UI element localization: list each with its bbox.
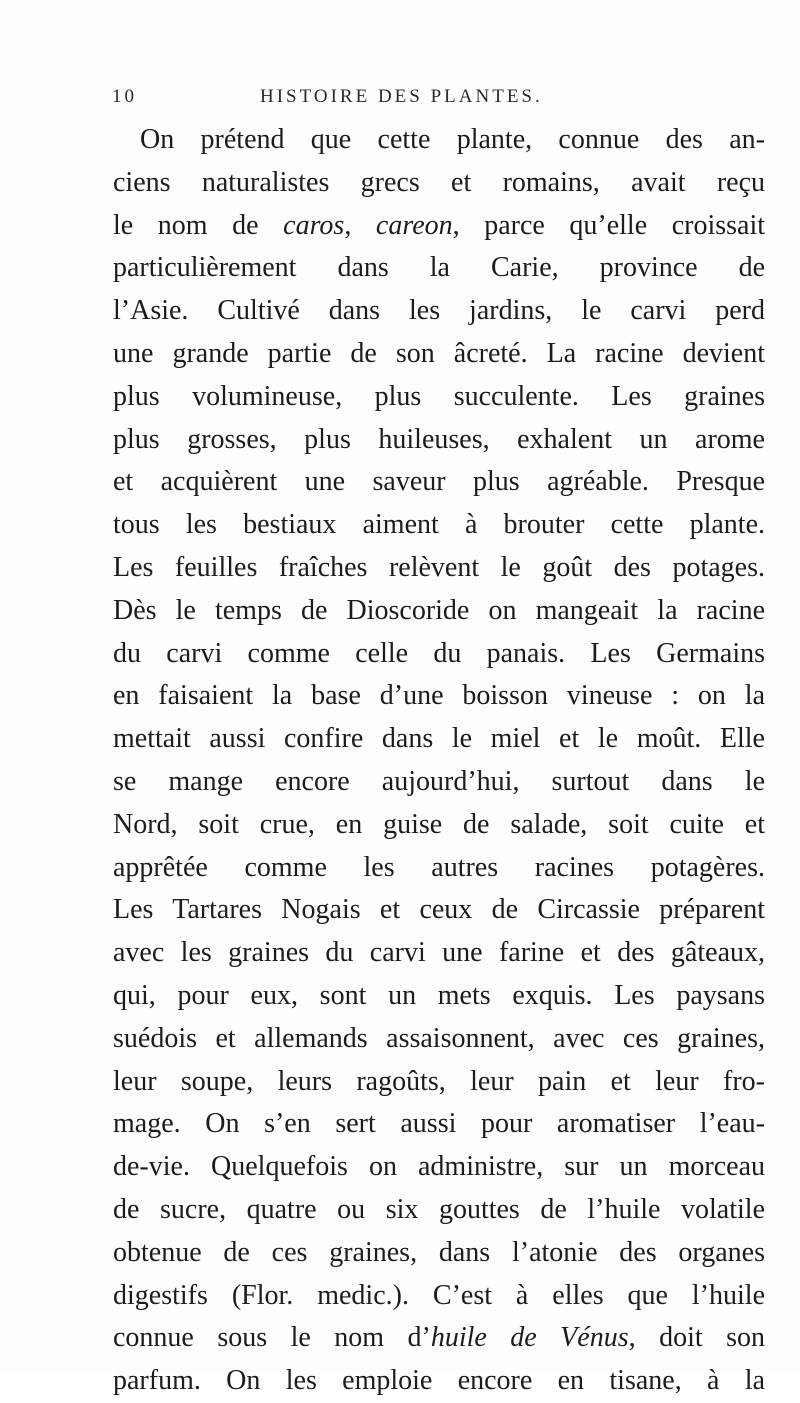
page-header [112, 86, 692, 116]
text-line: mage. On s’en sert aussi pour aromatiser l’eau- [113, 1108, 765, 1140]
text-line: obtenue de ces graines, dans l’atonie des organes [113, 1236, 765, 1268]
text-line: suédois et allemands assaisonnent, avec ces graines, [113, 1022, 765, 1054]
text-line: ciens naturalistes grecs et romains, avait reçu [113, 166, 765, 198]
text-line: en faisaient la base d’une boisson vineuse : on la [113, 680, 765, 712]
text-line: du carvi comme celle du panais. Les Germains [113, 637, 765, 669]
italic-term-careon: careon [375, 209, 453, 241]
text-line: de sucre, quatre ou six gouttes de l’huile volatile [113, 1193, 765, 1225]
page-number: 10 [112, 86, 137, 107]
text-line: tous les bestiaux aiment à brouter cette plante. [113, 509, 765, 541]
text-line: leur soupe, leurs ragoûts, leur pain et leur fro- [113, 1065, 765, 1097]
text-line: On prétend que cette plante, connue des an- [140, 124, 765, 155]
text-line: plus grosses, plus huileuses, exhalent un arome [113, 423, 765, 455]
text-line: de-vie. Quelquefois on administre, sur un morceau [113, 1151, 765, 1183]
text-line: qui, pour eux, sont un mets exquis. Les paysans [113, 979, 765, 1011]
text-line: plus volumineuse, plus succulente. Les graines [113, 380, 765, 412]
text-run: , doit son [628, 1322, 765, 1354]
text-line: l’Asie. Cultivé dans les jardins, le carvi perd [113, 295, 765, 327]
italic-term-caros: caros [283, 209, 345, 241]
text-line: parfum. On les emploie encore en tisane, à la [113, 1365, 765, 1397]
text-line-with-italics [113, 205, 765, 248]
text-line-with-italics [113, 1317, 765, 1360]
body-text [113, 119, 765, 1403]
text-run: , [344, 209, 376, 241]
running-title: HISTOIRE DES PLANTES. [260, 86, 543, 107]
text-line: apprêtée comme les autres racines potagères. [113, 851, 765, 883]
text-line: Les Tartares Nogais et ceux de Circassie préparent [113, 894, 765, 926]
text-line: avec les graines du carvi une farine et des gâteaux, [113, 937, 765, 969]
text-line: particulièrement dans la Carie, province de [113, 252, 765, 284]
text-line: Dès le temps de Dioscoride on mangeait la racine [113, 594, 765, 626]
text-line: Nord, soit crue, en guise de salade, soit cuite et [113, 808, 765, 840]
text-run: le nom de [113, 209, 284, 241]
text-line: une grande partie de son âcreté. La racine devient [113, 337, 765, 369]
text-line: et acquièrent une saveur plus agréable. Presque [113, 466, 765, 498]
text-line: digestifs (Flor. medic.). C’est à elles que l’huile [113, 1279, 765, 1311]
text-run: , parce qu’elle croissait [452, 209, 766, 241]
text-line: Les feuilles fraîches relèvent le goût des potages. [113, 551, 765, 583]
text-run: connue sous le nom d’ [113, 1322, 431, 1354]
text-line: se mange encore aujourd’hui, surtout dans le [113, 765, 765, 797]
text-line: mettait aussi confire dans le miel et le moût. Elle [113, 723, 765, 755]
italic-term-huile-de-venus: huile de Vénus [430, 1322, 629, 1354]
